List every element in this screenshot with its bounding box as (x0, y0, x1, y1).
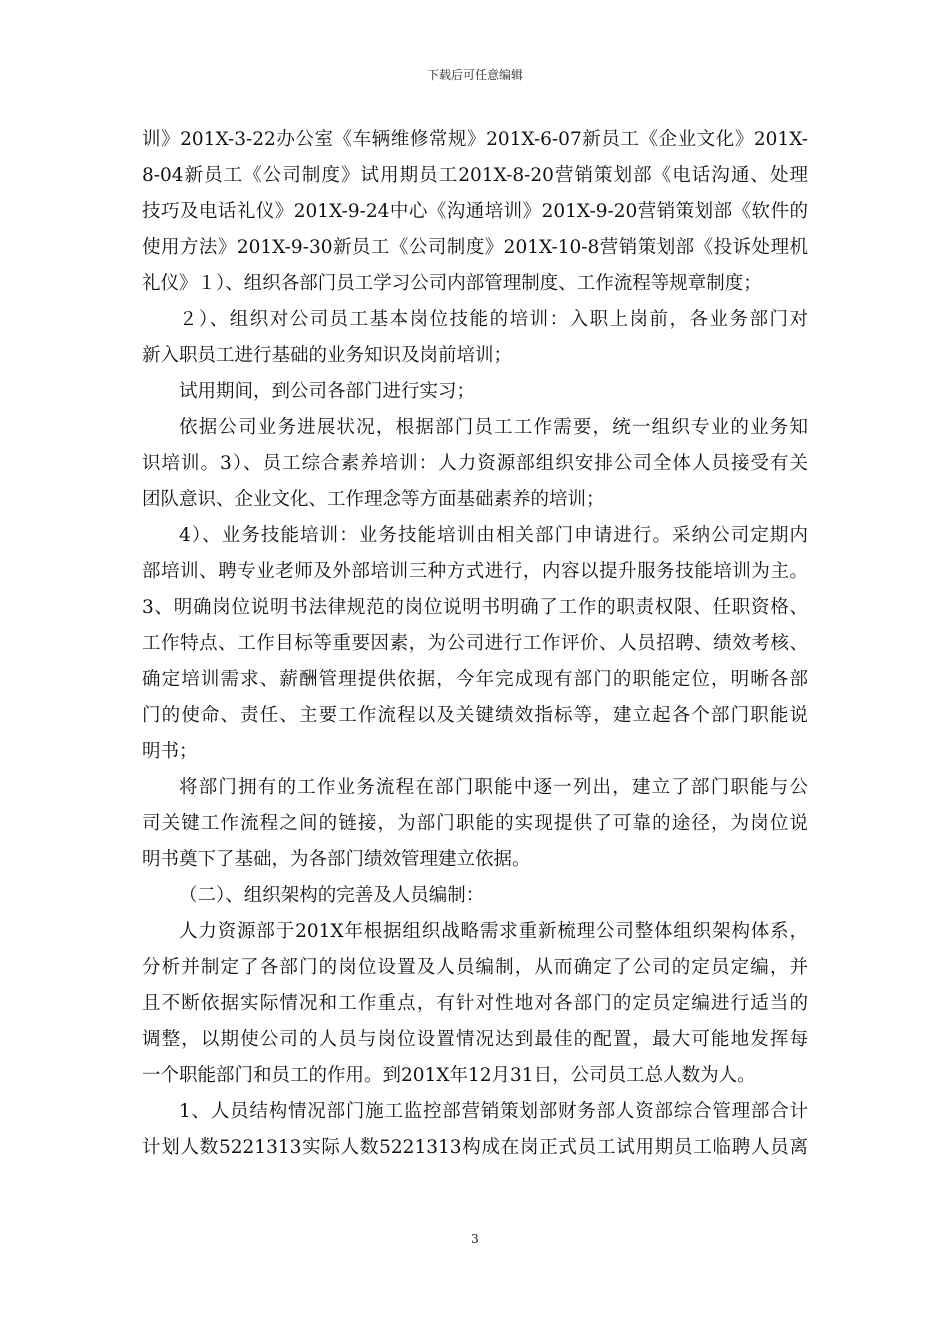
text-line: 司关键工作流程之间的链接，为部门职能的实现提供了可靠的途径，为岗位说 (142, 813, 808, 834)
text-line: 8-04新员工《公司制度》试用期员工201X-8-20营销策划部《电话沟通、处理 (142, 165, 808, 186)
text-line: 一个职能部门和员工的作用。到201X年12月31日，公司员工总人数为人。 (142, 1065, 756, 1086)
text-line: （二）、组织架构的完善及人员编制： (179, 885, 485, 906)
text-line: 明书； (142, 741, 198, 762)
text-line: 试用期间，到公司各部门进行实习； (179, 381, 476, 402)
text-line: 明书奠下了基础，为各部门绩效管理建立依据。 (142, 849, 531, 870)
page-header: 下载后可任意编辑 (426, 68, 523, 82)
text-line: 团队意识、企业文化、工作理念等方面基础素养的培训； (142, 489, 605, 510)
text-line: 3、明确岗位说明书法律规范的岗位说明书明确了工作的职责权限、任职资格、 (142, 597, 808, 618)
text-line: 人力资源部于201X年根据组织战略需求重新梳理公司整体组织架构体系， (179, 921, 808, 942)
text-line: 4）、业务技能培训：业务技能培训由相关部门申请进行。采纳公司定期内 (179, 525, 808, 546)
text-line: 分析并制定了各部门的岗位设置及人员编制，从而确定了公司的定员定编，并 (142, 957, 808, 978)
text-line: ２）、组织对公司员工基本岗位技能的培训：入职上岗前，各业务部门对 (179, 309, 808, 330)
text-line: 使用方法》201X-9-30新员工《公司制度》201X-10-8营销策划部《投诉处理机 (142, 237, 808, 258)
text-line: 训》201X-3-22办公室《车辆维修常规》201X-6-07新员工《企业文化》201X- (142, 129, 808, 150)
text-line: 调整，以期使公司的人员与岗位设置情况达到最佳的配置，最大可能地发挥每 (142, 1029, 808, 1050)
text-line: 将部门拥有的工作业务流程在部门职能中逐一列出，建立了部门职能与公 (179, 777, 808, 798)
text-line: 且不断依据实际情况和工作重点，有针对性地对各部门的定员定编进行适当的 (142, 993, 808, 1014)
text-line: 部培训、聘专业老师及外部培训三种方式进行，内容以提升服务技能培训为主。 (142, 561, 808, 582)
text-line: 技巧及电话礼仪》201X-9-24中心《沟通培训》201X-9-20营销策划部《软件的 (142, 201, 808, 222)
text-line: 礼仪》１）、组织各部门员工学习公司内部管理制度、工作流程等规章制度； (142, 273, 762, 294)
page-number: 3 (471, 1232, 479, 1246)
text-line: 1、人员结构情况部门施工监控部营销策划部财务部人资部综合管理部合计 (179, 1101, 808, 1122)
body-text (142, 122, 808, 1166)
text-line: 识培训。3）、员工综合素养培训：人力资源部组织安排公司全体人员接受有关 (142, 453, 808, 474)
text-line: 依据公司业务进展状况，根据部门员工工作需要，统一组织专业的业务知 (179, 417, 808, 438)
text-line: 计划人数5221313实际人数5221313构成在岗正式员工试用期员工临聘人员离 (142, 1137, 808, 1158)
text-line: 新入职员工进行基础的业务知识及岗前培训； (142, 345, 513, 366)
text-line: 工作特点、工作目标等重要因素，为公司进行工作评价、人员招聘、绩效考核、 (142, 633, 808, 654)
text-line: 确定培训需求、薪酬管理提供依据，今年完成现有部门的职能定位，明晰各部 (142, 669, 808, 690)
text-line: 门的使命、责任、主要工作流程以及关键绩效指标等，建立起各个部门职能说 (142, 705, 808, 726)
